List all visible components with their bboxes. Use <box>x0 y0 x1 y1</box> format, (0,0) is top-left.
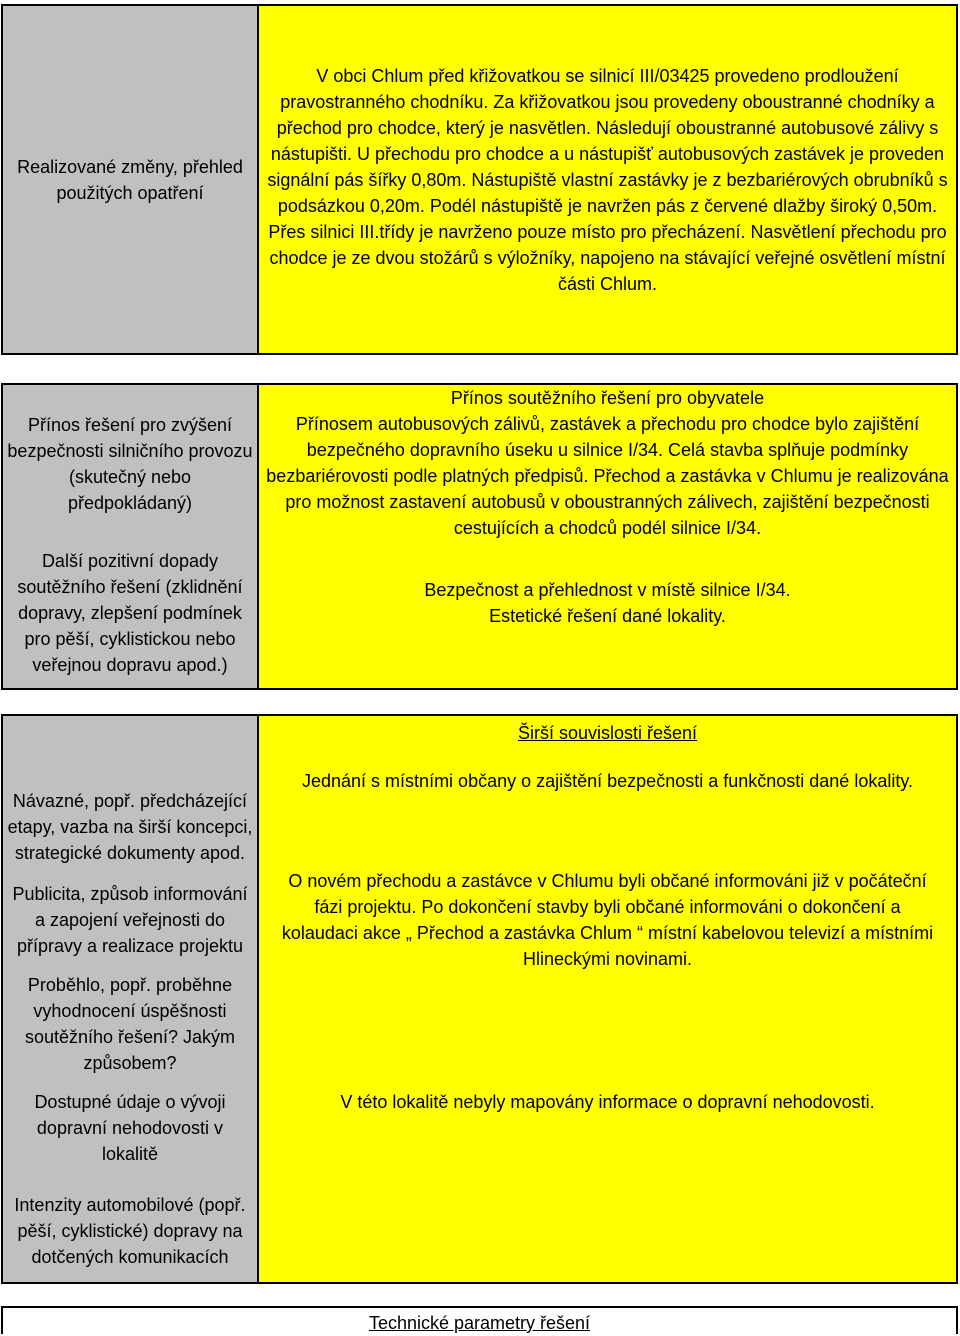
text-safety-benefit: Přínosem autobusových zálivů, zastávek a přechodu pro chodce bylo zajištění bezpečného dopravního úseku u silnice I/34. Celá stavba splňuje podmínky bezbariérovosti podle platných předpisů. Přechod a zastávka v Chlumu je realizována pro možnost zastavení autobusů v oboustranných zálivech, zajištění bezpečnosti cestujících a chodců podél silnice I/34. <box>266 414 949 538</box>
label-other-impacts: Další pozitivní dopady soutěžního řešení (zklidnění dopravy, zlepšení podmínek pro pěší, cyklistickou nebo veřejnou dopravu apod.) <box>17 550 243 675</box>
label-realized-changes <box>1 4 259 355</box>
text-realized-changes <box>257 4 958 355</box>
label-evaluation: Proběhlo, popř. proběhne vyhodnocení úspěšnosti soutěžního řešení? Jakým způsobem? <box>24 975 236 1073</box>
label-traffic-intensity: Intenzity automobilové (popř. pěší, cyklistické) dopravy na dotčených komunikacích <box>14 1195 246 1267</box>
heading-technical-parameters: Technické parametry řešení <box>368 1313 591 1333</box>
label-realized-changes-text: Realizované změny, přehled použitých opatření <box>17 156 243 203</box>
labels-benefits-column <box>1 383 259 690</box>
texts-context-column <box>257 714 958 1284</box>
technical-parameters-row <box>1 1306 958 1334</box>
heading-benefits: Přínos soutěžního řešení pro obyvatele <box>450 388 765 408</box>
text-evaluation <box>259 972 956 1076</box>
texts-benefits-column <box>257 383 958 690</box>
text-traffic-intensity <box>259 1128 956 1282</box>
labels-context-column <box>1 714 259 1284</box>
heading-context: Širší souvislosti řešení <box>517 723 698 743</box>
label-followup-stages: Návazné, popř. předcházející etapy, vazba na širší koncepci, strategické dokumenty apod. <box>7 791 253 863</box>
text-publicity: O novém přechodu a zastávce v Chlumu byli občané informováni již v počáteční fázi projektu. Po dokončení stavby byli občané informováni o dokončení a kolaudaci akce „ Přechod a zastávka Chlum “ místní kabelovou televizí a místními Hlineckými novinami. <box>281 871 934 969</box>
label-accidents: Dostupné údaje o vývoji dopravní nehodovosti v lokalitě <box>34 1092 226 1164</box>
text-accidents: V této lokalitě nebyly mapovány informace o dopravní nehodovosti. <box>340 1092 875 1112</box>
text-realized-changes-text: V obci Chlum před křižovatkou se silnicí III/03425 provedeno prodloužení pravostranného chodníku. Za křižovatkou jsou provedeny oboustranné chodníky a přechod pro chodce, který je nasvětlen. Následují oboustranné autobusové zálivy s nástupišti. U přechodu pro chodce a u nástupišť autobusových zastávek je proveden signální pás šířky 0,80m. Nástupiště vlastní zastávky je z bezbariérových obrubníků s podsázkou 0,20m. Podél nástupiště je navržen pás z červené dlažby široký 0,50m. Přes silnici III.třídy je navrženo pouze místo pro přecházení. Nasvětlení přechodu pro chodce je ze dvou stožárů s výložníky, napojeno na stávající veřejné osvětlení místní části Chlum. <box>267 65 948 294</box>
text-followup-stages: Jednání s místními občany o zajištění bezpečnosti a funkčnosti dané lokality. <box>302 771 913 791</box>
text-other-impacts: Bezpečnost a přehlednost v místě silnice I/34. Estetické řešení dané lokality. <box>424 580 791 626</box>
label-safety-benefit: Přínos řešení pro zvýšení bezpečnosti silničního provozu (skutečný nebo předpokládaný) <box>7 415 253 513</box>
label-publicity: Publicita, způsob informování a zapojení veřejnosti do přípravy a realizace projektu <box>12 884 248 956</box>
